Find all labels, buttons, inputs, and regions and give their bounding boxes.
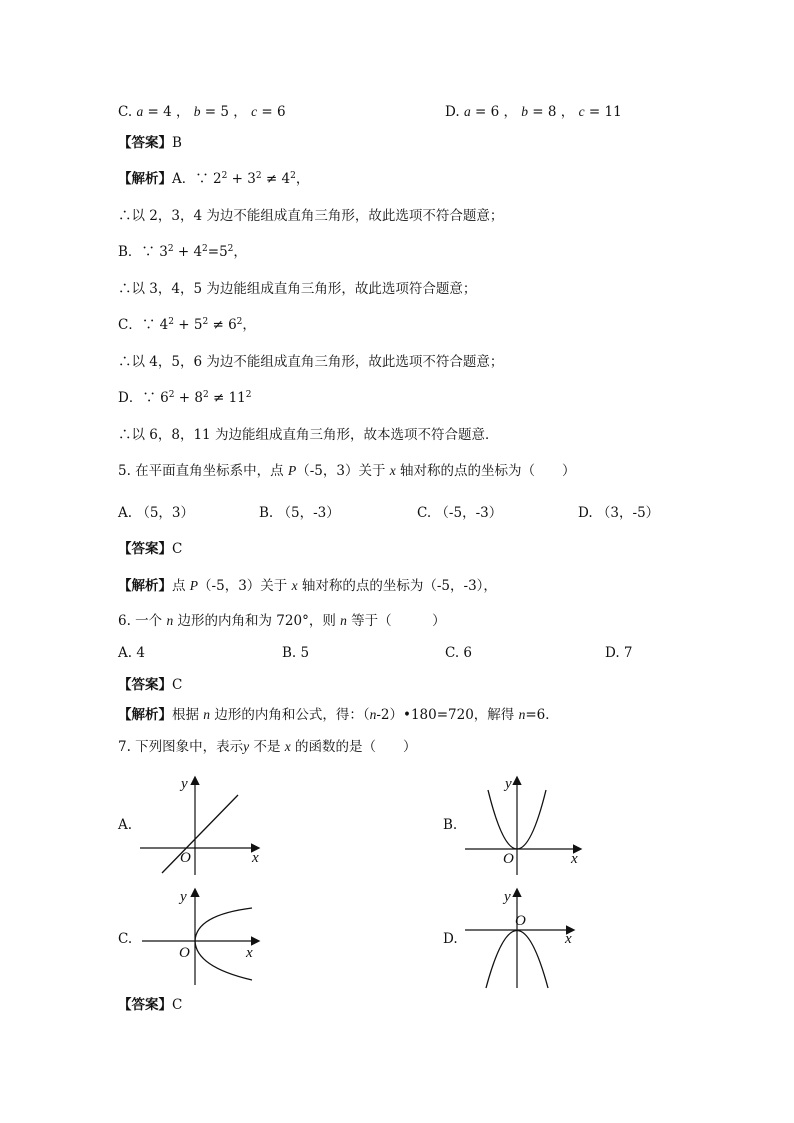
q7-option-a-label: A.: [118, 817, 133, 833]
q6-stem: 6. 一个 n 边形的内角和为 720°，则 n 等于（ ）: [118, 613, 446, 629]
q4-answer: 【答案】B: [118, 135, 182, 151]
q7-stem: 7. 下列图象中，表示y 不是 x 的函数的是（ ）: [118, 739, 417, 755]
q6-analysis: 【解析】根据 n 边形的内角和公式，得：（n-2）•180=720，解得 n=6．: [118, 707, 559, 723]
q4-analysis-d: D．∵ $6^2 + 8^2 \ne 11^2$: [118, 390, 252, 406]
q5-stem: 5. 在平面直角坐标系中，点 P（-5，3）关于 x 轴对称的点的坐标为（ ）: [118, 463, 576, 479]
q7-graph-d-origin: O: [515, 913, 526, 929]
q5-answer: 【答案】C: [118, 541, 183, 557]
q7-graph-a-origin: O: [180, 850, 191, 866]
q7-answer: 【答案】C: [118, 997, 183, 1013]
q7-graph-c-x-label: x: [246, 945, 253, 961]
q4-analysis-b: B．∵ $3^2 + 4^2=5^2$，: [118, 244, 247, 260]
q7-option-c-label: C.: [118, 931, 133, 947]
q4-conclusion-b: ∴以 3，4，5 为边能组成直角三角形，故此选项符合题意；: [118, 281, 477, 297]
q7-graph-d: [455, 885, 595, 990]
q4-analysis-a: 【解析】A．∵ $2^2 + 3^2 \ne 4^2$，: [118, 171, 310, 187]
q7-graph-b: [455, 770, 595, 880]
q7-graph-b-x-label: x: [571, 851, 578, 867]
q7-graph-a-x-label: x: [252, 850, 259, 866]
q4-conclusion-d: ∴以 6，8，11 为边能组成直角三角形，故本选项不符合题意．: [118, 427, 499, 443]
q5-analysis: 【解析】点 P（-5，3）关于 x 轴对称的点的坐标为（-5，-3），: [118, 578, 497, 594]
q7-graph-b-origin: O: [503, 851, 514, 867]
q7-graph-d-x-label: x: [565, 931, 572, 947]
q7-graph-c: [130, 885, 270, 990]
q7-graph-b-y-label: y: [505, 776, 512, 792]
q7-graph-c-y-label: y: [180, 889, 187, 905]
q6-option-a: A. 4: [118, 645, 145, 661]
q4-analysis-c: C．∵ $4^2 + 5^2 \ne 6^2$，: [118, 317, 256, 333]
q5-option-b: B. （5，-3）: [259, 505, 340, 521]
q5-option-c: C. （-5，-3）: [417, 505, 503, 521]
q5-option-d: D. （3，-5）: [578, 505, 660, 521]
q4-option-c: C. a = 4 ， b = 5 ， c = 6: [118, 104, 286, 120]
q4-conclusion-c: ∴以 4，5，6 为边不能组成直角三角形，故此选项不符合题意；: [118, 354, 504, 370]
q7-graph-a: [130, 770, 270, 880]
q7-graph-a-y-label: y: [181, 776, 188, 792]
q4-option-d: D. a = 6 ， b = 8 ， c = 11: [445, 104, 622, 120]
q7-option-b-label: B.: [443, 817, 458, 833]
q6-option-c: C. 6: [445, 645, 473, 661]
q6-answer: 【答案】C: [118, 677, 183, 693]
q7-graph-d-y-label: y: [504, 889, 511, 905]
q6-option-b: B. 5: [282, 645, 310, 661]
q7-graph-a-curve: [162, 795, 238, 873]
q4-conclusion-a: ∴以 2，3，4 为边不能组成直角三角形，故此选项不符合题意；: [118, 208, 504, 224]
q7-graph-c-origin: O: [179, 945, 190, 961]
q6-option-d: D. 7: [605, 645, 633, 661]
q7-option-d-label: D.: [443, 931, 458, 947]
q5-option-a: A. （5，3）: [118, 505, 195, 521]
q7-graph-c-curve: [195, 908, 252, 980]
